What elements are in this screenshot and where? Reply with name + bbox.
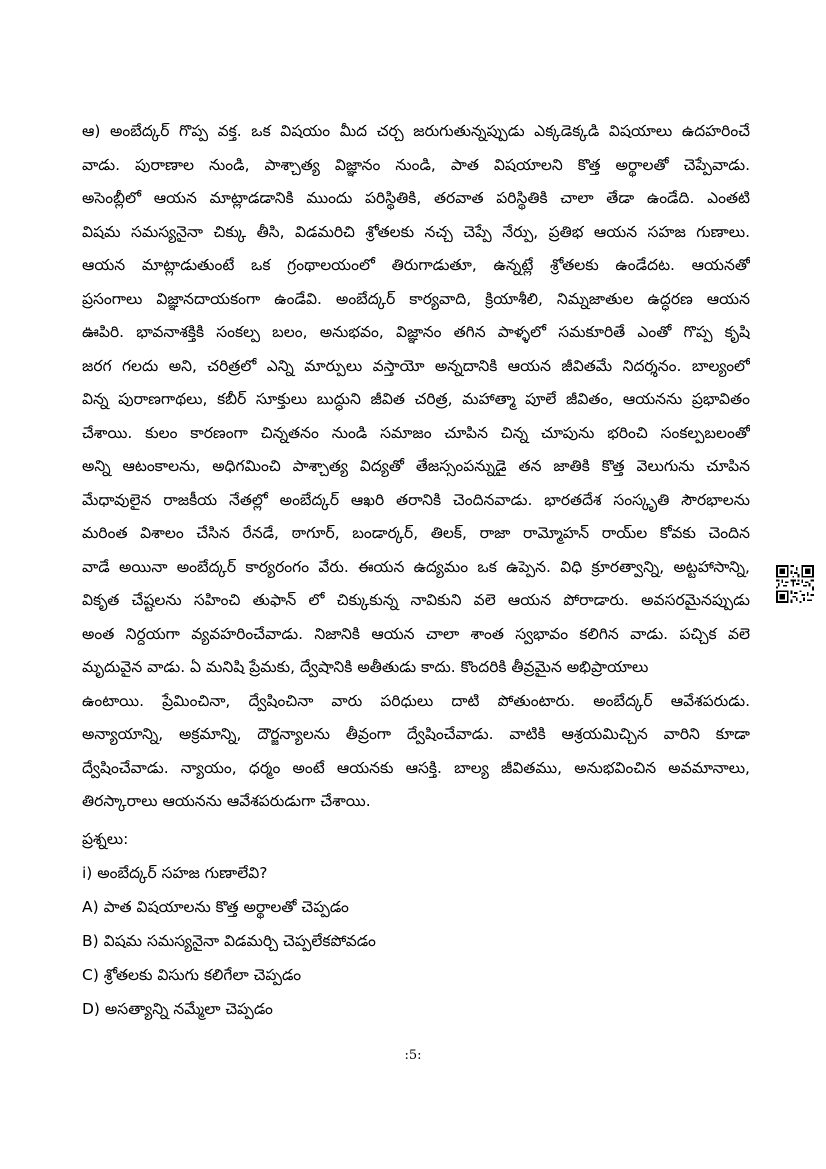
passage-line: అన్యాయాన్ని, అక్రమాన్ని, దౌర్జన్యాలను తీవ్రంగా ద్వేషించేవాడు. వాటికి ఆశ్రయమిచ్చిన వారిని కూడా <box>82 725 750 743</box>
passage-line: విన్న పురాణగాథలు, కబీర్ సూక్తులు బుద్ధుని జీవిత చరిత్ర, మహాత్మా పూలే జీవితం, ఆయనను ప్రభావితం <box>82 390 750 408</box>
passage-line: ఆ) అంబేద్కర్ గొప్ప వక్త. ఒక విషయం మీద చర్చ జరుగుతున్నప్పుడు ఎక్కడెక్కడి విషయాలు ఉదహరించే <box>82 122 750 140</box>
passage-line: మరింత విశాలం చేసిన రేనడే, ఠాగూర్, బండార్కర్, తిలక్, రాజా రామ్మోహన్ రాయ్‌ల కోవకు చెందిన <box>82 524 750 542</box>
passage-line: అసెంబ్లీలో ఆయన మాట్లాడడానికి ముందు పరిస్థితికి, తరవాత పరిస్థితికి చాలా తేడా ఉండేది. ఎంతటి <box>82 189 750 207</box>
passage-line: ఊపిరి. భావనాశక్తికి సంకల్ప బలం, అనుభవం, విజ్ఞానం తగిన పాళ్ళలో సమకూరితే ఎంతో గొప్ప కృషి <box>82 323 750 341</box>
passage-line: జరగ గలదు అని, చరిత్రలో ఎన్ని మార్పులు వస్తాయో అన్నదానికి ఆయన జీవితమే నిదర్శనం. బాల్యంలో <box>82 356 750 375</box>
passage-line: విషమ సమస్యనైనా చిక్కు తీసి, విడమరిచి శ్రోతలకు నచ్చ చెప్పే నేర్పు, ప్రతిభ ఆయన సహజ గుణాలు. <box>82 222 750 241</box>
passage-line: వికృత చేష్టలను సహించి తుఫాన్ లో చిక్కుకున్న నావికుని వలె ఆయన పోరాడారు. అవసరమైనప్పుడు <box>82 591 750 609</box>
passage-line: ఉంటాయి. ప్రేమించినా, ద్వేషించినా వారు పరిధులు దాటి పోతుంటారు. అంబేద్కర్ ఆవేశపరుడు. <box>82 691 750 710</box>
option-c: C) శ్రోతలకు విసుగు కలిగేలా చెప్పడం <box>82 966 302 984</box>
questions-heading: ప్రశ్నలు: <box>82 830 129 848</box>
passage-line: చేశాయి. కులం కారణంగా చిన్నతనం నుండి సమాజం చూపిన చిన్న చూపును భరించి సంకల్పబలంతో <box>82 423 750 442</box>
passage-line: వాడు. పురాణాల నుండి, పాశ్చాత్య విజ్ఞానం నుండి, పాత విషయాలని కొత్త అర్థాలతో చెప్పేవాడు. <box>82 155 750 174</box>
option-d: D) అసత్యాన్ని నమ్మేలా చెప్పడం <box>82 1000 273 1018</box>
passage-line: అన్ని ఆటంకాలను, అధిగమించి పాశ్చాత్య విద్యతో తేజస్సంపన్నుడై తన జాతికి కొత్త వెలుగును చూపిన <box>82 457 750 475</box>
passage-line: మృదువైన వాడు. ఏ మనిషి ప్రేమకు, ద్వేషానికి అతీతుడు కాదు. కొందరికి తీవ్రమైన అభిప్రాయాలు <box>82 658 649 676</box>
passage <box>82 115 750 819</box>
passage-line: వాడే అయినా అంబేద్కర్ కార్యరంగం వేరు. ఈయన ఉద్యమం ఒక ఉప్పెన. విధి క్రూరత్వాన్ని, అట్టహాసాన్ని, <box>82 557 750 576</box>
questions-section <box>82 822 750 1026</box>
passage-line: అంత నిర్దయగా వ్యవహరించేవాడు. నిజానికి ఆయన చాలా శాంత స్వభావం కలిగిన వాడు. పచ్చిక వలె <box>82 624 750 643</box>
passage-line: ఆయన మాట్లాడుతుంటే ఒక గ్రంథాలయంలో తిరుగాడుతూ, ఉన్నట్లే శ్రోతలకు ఉండేదట. ఆయనతో <box>82 256 750 274</box>
option-b: B) విషమ సమస్యనైనా విడమర్చి చెప్పలేకపోవడం <box>82 932 376 950</box>
passage-line: మేధావులైన రాజకీయ నేతల్లో అంబేద్కర్ ఆఖరి తరానికి చెందినవాడు. భారతదేశ సంస్కృతి సౌరభాలను <box>82 490 750 509</box>
passage-line: తిరస్కారాలు ఆయనను ఆవేశపరుడుగా చేశాయి. <box>82 792 371 810</box>
option-a: A) పాత విషయాలను కొత్త అర్థాలతో చెప్పడం <box>82 898 349 916</box>
question-text: i) అంబేద్కర్ సహజ గుణాలేవి? <box>82 864 268 882</box>
passage-line: ద్వేషించేవాడు. న్యాయం, ధర్మం అంటే ఆయనకు ఆసక్తి. బాల్య జీవితము, అనుభవించిన అవమానాలు, <box>82 758 750 777</box>
page-number: :5: <box>404 1048 422 1063</box>
qr-code-icon <box>776 565 814 603</box>
passage-line: ప్రసంగాలు విజ్ఞానదాయకంగా ఉండేవి. అంబేద్కర్ కార్యవాది, క్రియాశీలి, నిమ్నజాతుల ఉద్ధరణ ఆయన <box>82 289 750 308</box>
